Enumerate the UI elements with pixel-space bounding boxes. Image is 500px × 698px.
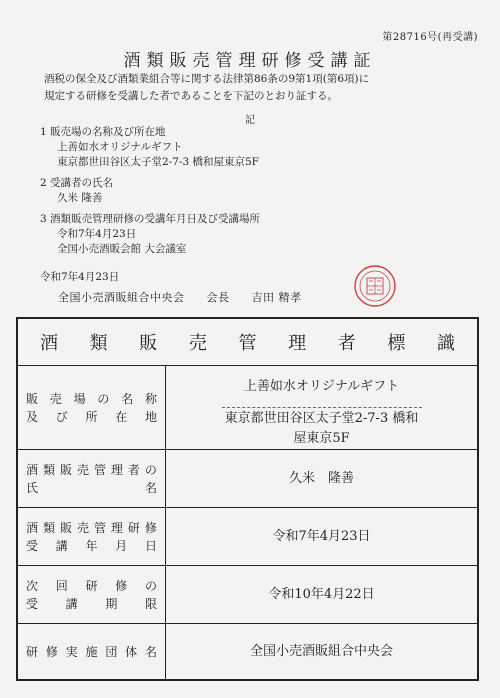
sign-store-address-text: 東京都世田谷区太子堂2-7-3 橋和屋東京5F: [224, 410, 419, 446]
sign-title-char: 類: [89, 333, 108, 354]
sign-label-line: [26, 537, 157, 555]
sign-label-char: 理: [110, 520, 123, 535]
sign-title-char: 管: [238, 333, 257, 354]
sign-label-store: [18, 366, 166, 449]
sign-label-training-date: [18, 508, 166, 565]
sign-label-char: 者: [127, 462, 140, 477]
sign-label-char: 研: [85, 578, 98, 593]
document-number: 第28716号(再受講): [382, 32, 478, 43]
sign-organizer: 全国小売酒販組合中央会: [249, 644, 393, 659]
sign-label-char: の: [144, 578, 157, 593]
item-training-venue: 全国小売酒販会館 大会議室: [57, 243, 187, 255]
sign-training-date: 令和7年4月23日: [272, 528, 371, 544]
certificate-intro: [44, 71, 464, 105]
sign-label-char: 講: [55, 538, 68, 553]
sign-label-char: 施: [85, 645, 98, 659]
sign-title-char: 理: [288, 333, 307, 354]
sign-label-char: 受: [26, 596, 39, 611]
sign-label-line: [26, 643, 157, 661]
sign-title-char: 販: [139, 333, 158, 354]
sign-title-char: 売: [188, 333, 207, 354]
item-store-address: 東京都世田谷区太子堂2-7-3 橋和屋東京5F: [57, 156, 259, 168]
intro-line-2: 規定する研修を受講した者であることを下記のとおり証する。: [44, 90, 338, 102]
sign-row-training-date: [18, 508, 477, 566]
sign-label-char: 実: [65, 645, 78, 659]
sign-label-char: 場: [73, 391, 86, 406]
item-training-heading: 3 酒類販売管理研修の受講年月日及び受講場所: [40, 213, 261, 225]
sign-label-char: 酒: [26, 520, 39, 535]
sign-manager-name: 久米 隆善: [288, 470, 354, 486]
sign-store-address: [222, 407, 422, 449]
manager-sign: [16, 317, 479, 681]
sign-label-char: 研: [26, 645, 39, 659]
issue-date: 令和7年4月23日: [40, 271, 120, 283]
sign-title-char: 識: [437, 333, 455, 354]
item-attendee-heading: 2 受講者の氏名: [40, 177, 114, 189]
item-store: [40, 125, 259, 170]
sign-label-line: [26, 519, 157, 537]
sign-label-char: 期: [105, 596, 118, 611]
sign-label-manager: [18, 450, 166, 507]
sign-label-char: 名: [121, 391, 134, 406]
official-seal-icon: [353, 264, 397, 308]
sign-label-char: 理: [110, 462, 123, 477]
sign-label-char: 次: [26, 578, 39, 593]
sign-label-line: [26, 461, 157, 479]
sign-label-char: 類: [42, 520, 55, 535]
ki-heading: 記: [245, 115, 255, 126]
sign-label-char: 及: [26, 409, 39, 424]
sign-label-char: 売: [76, 462, 89, 477]
item-training-date: 令和7年4月23日: [57, 228, 137, 240]
sign-label-char: 受: [26, 538, 39, 553]
sign-label-char: 売: [76, 520, 89, 535]
sign-label-char: 限: [144, 596, 157, 611]
sign-label-char: 販: [59, 462, 72, 477]
sign-label-char: 研: [127, 520, 140, 535]
sign-label-char: び: [55, 409, 68, 424]
sign-label-line: [26, 408, 157, 426]
sign-label-line: [26, 390, 157, 408]
issuer-role: 会長: [206, 291, 230, 304]
sign-label-char: 管: [93, 462, 106, 477]
sign-label-line: [26, 595, 157, 613]
sign-row-manager: [18, 450, 477, 508]
sign-title-char: 酒: [40, 333, 58, 354]
sign-label-organizer: [18, 624, 166, 680]
item-training: [40, 212, 260, 257]
item-store-name: 上善如水オリジナルギフト: [57, 141, 183, 153]
sign-label-char: 販: [26, 391, 39, 406]
item-store-heading: 1 販売場の名称及び所在地: [40, 126, 166, 138]
sign-label-char: 日: [144, 538, 157, 553]
sign-label-next-deadline: [18, 566, 166, 623]
intro-line-1: 酒税の保全及び酒類業組合等に関する法律第86条の9第1項(第6項)に: [44, 73, 370, 85]
sign-label-char: 売: [49, 391, 62, 406]
issuer-org: 全国小売酒販組合中央会: [58, 291, 185, 304]
sign-row-store: [18, 366, 477, 450]
sign-label-char: の: [97, 391, 110, 406]
sign-label-char: 所: [85, 409, 98, 424]
sign-row-next-deadline: [18, 566, 477, 624]
sign-title: [18, 319, 477, 366]
sign-label-char: 酒: [26, 462, 39, 477]
issuer: [58, 289, 302, 305]
sign-next-deadline: 令和10年4月22日: [268, 586, 375, 602]
sign-label-char: 名: [144, 480, 157, 495]
sign-label-char: 販: [59, 520, 72, 535]
sign-label-char: の: [144, 462, 157, 477]
sign-label-char: 類: [42, 462, 55, 477]
sign-label-char: 月: [115, 538, 128, 553]
item-attendee-name: 久米 隆善: [57, 192, 103, 204]
sign-label-char: 回: [55, 578, 68, 593]
sign-label-char: 修: [144, 520, 157, 535]
sign-label-char: 団: [105, 645, 118, 659]
sign-label-char: 在: [115, 409, 128, 424]
item-attendee: [40, 176, 113, 206]
sign-label-char: 年: [85, 538, 98, 553]
sign-value-store: [166, 366, 477, 449]
sign-title-char: 者: [337, 333, 356, 354]
sign-row-organizer: [18, 624, 477, 680]
sign-label-char: 地: [144, 409, 157, 424]
sign-label-char: 講: [65, 596, 78, 611]
sign-label-line: [26, 577, 157, 595]
sign-store-name: 上善如水オリジナルギフト: [243, 378, 400, 394]
sign-label-char: 名: [144, 645, 157, 659]
sign-label-line: [26, 479, 157, 497]
certificate-title: 酒類販売管理研修受講証: [123, 51, 377, 71]
issuer-name: 吉田 精孝: [251, 291, 302, 304]
sign-label-char: 体: [125, 645, 138, 659]
sign-label-char: 管: [93, 520, 106, 535]
sign-title-char: 標: [387, 333, 406, 354]
sign-label-char: 称: [144, 391, 157, 406]
sign-label-char: 修: [115, 578, 128, 593]
sign-label-char: 修: [45, 645, 58, 659]
sign-label-char: 氏: [26, 480, 39, 495]
